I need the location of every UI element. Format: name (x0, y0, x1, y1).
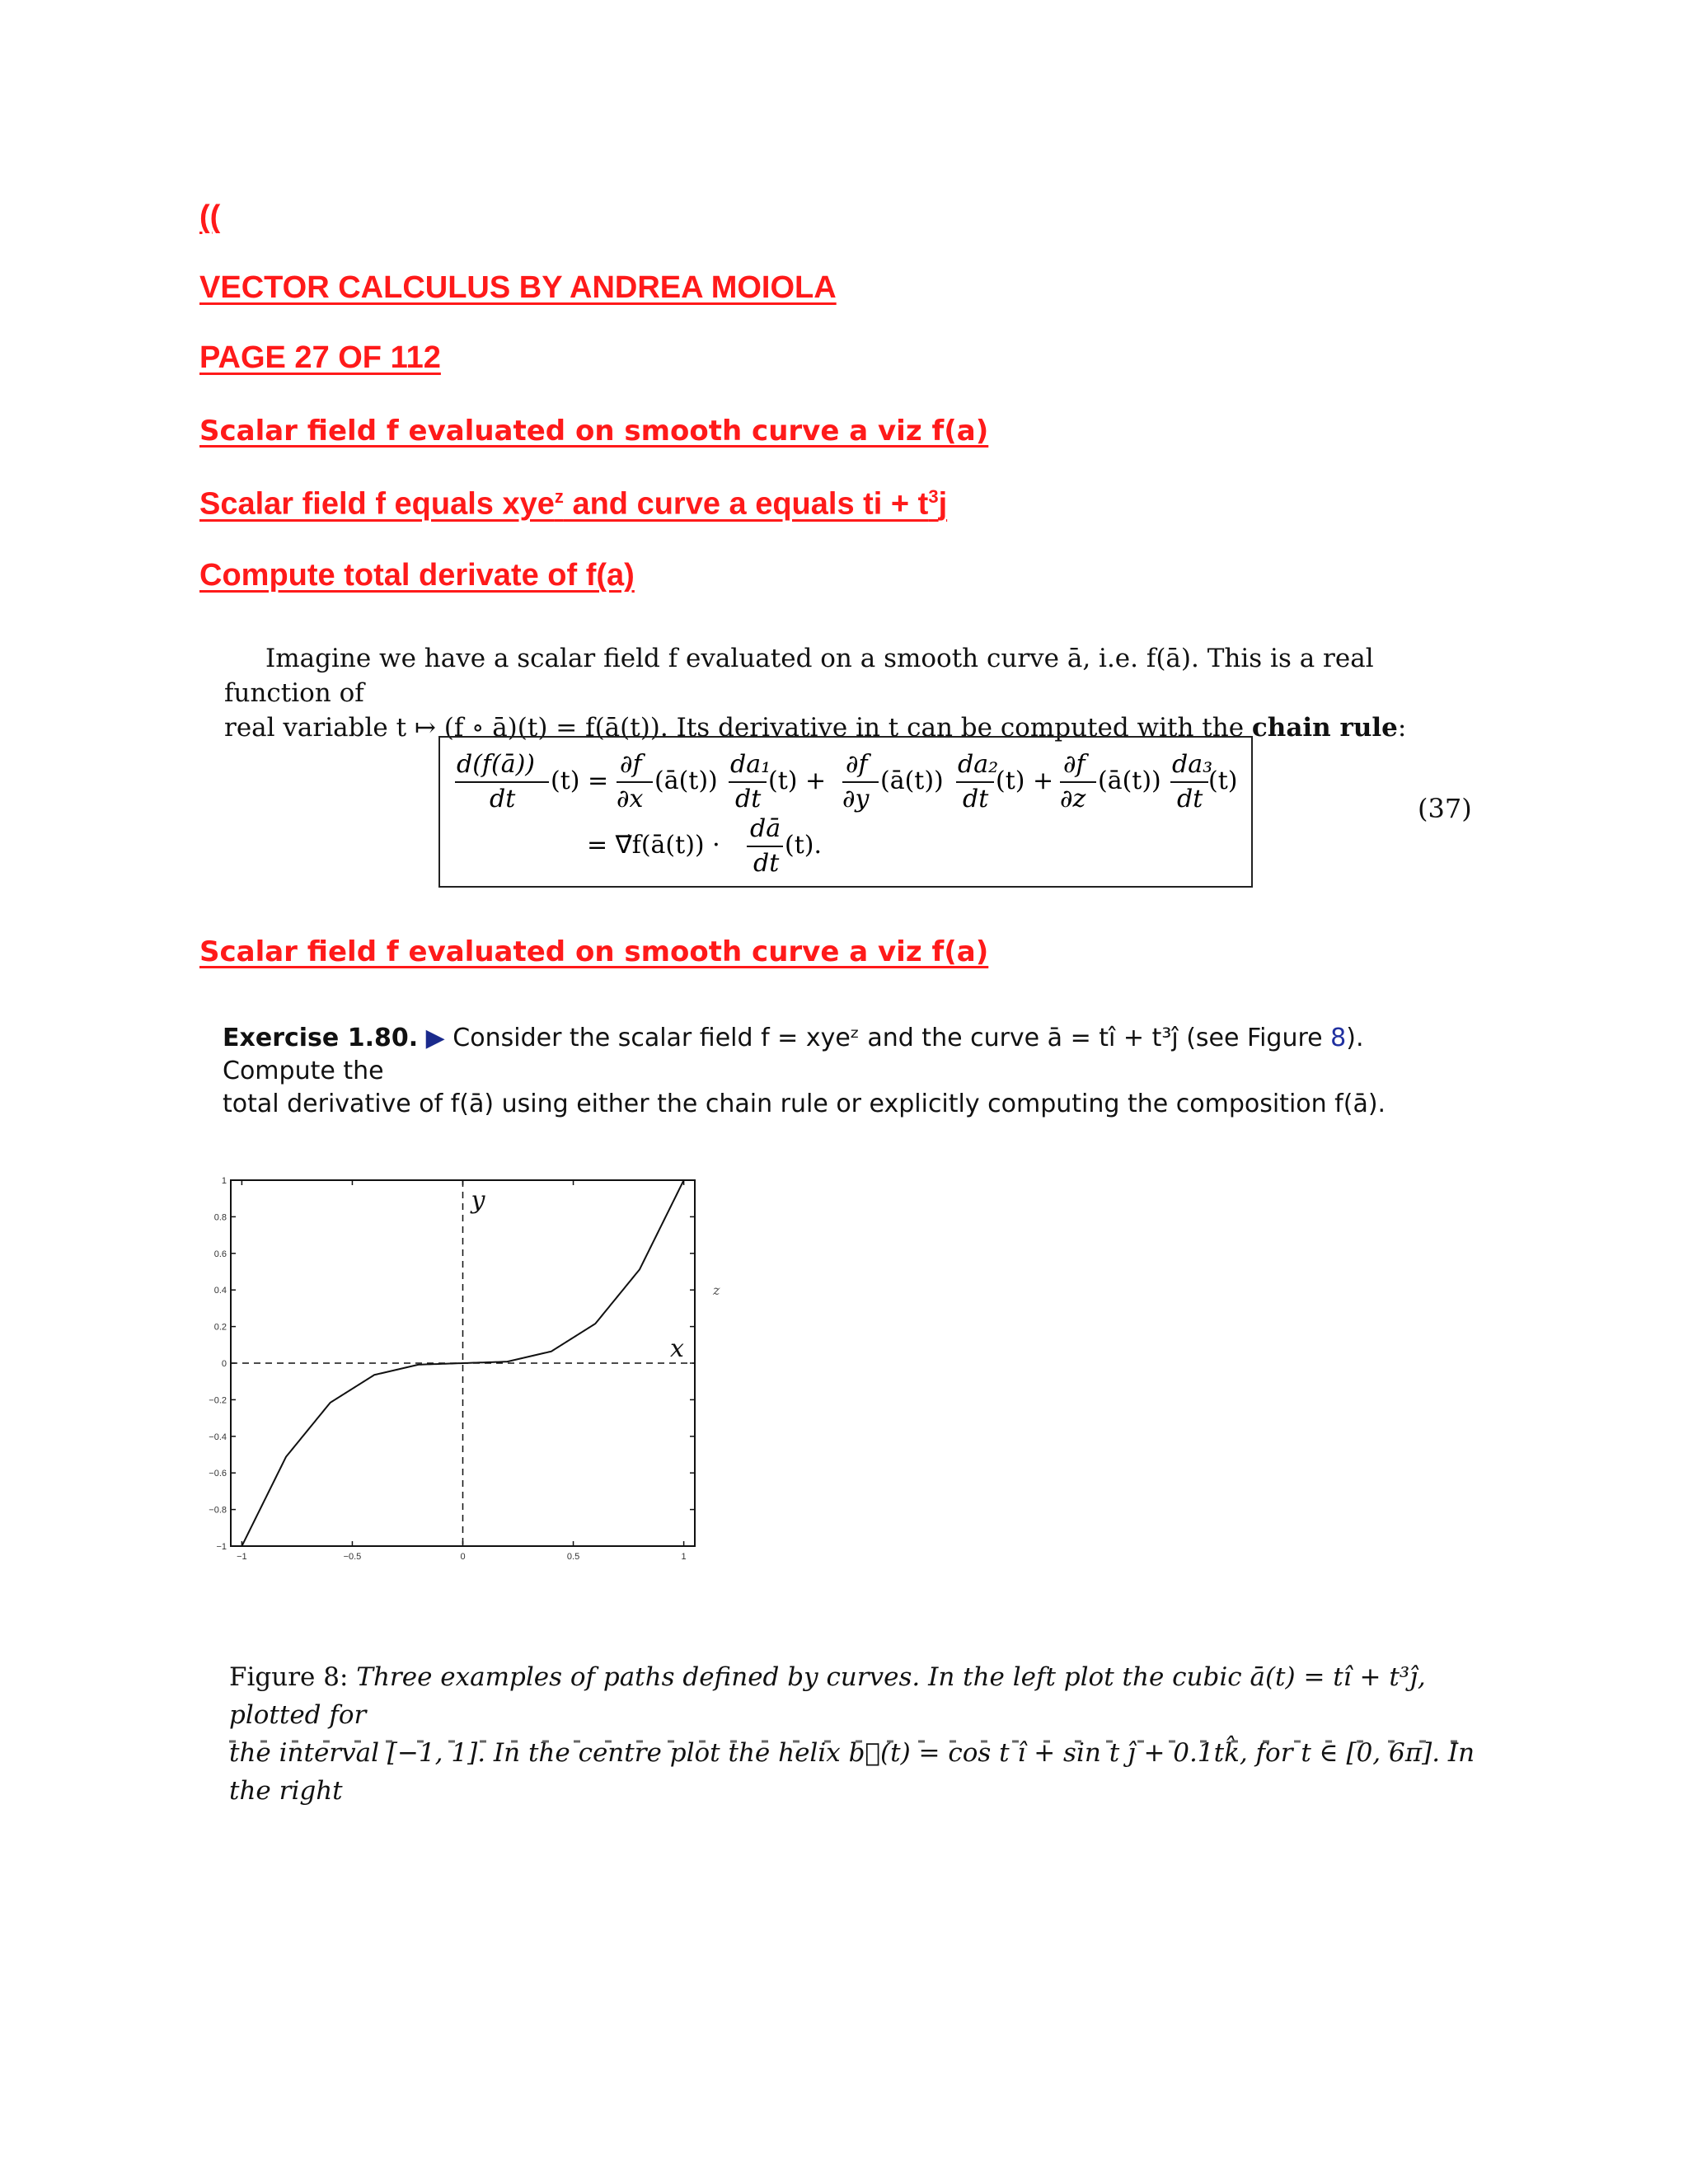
y-tick-label: −0.4 (209, 1432, 227, 1442)
svg-text:da₃: da₃ (1172, 750, 1213, 779)
svg-text:∂f: ∂f (1063, 750, 1085, 779)
svg-text:dt: dt (1177, 785, 1203, 813)
svg-text:dt: dt (490, 785, 516, 813)
svg-text:∂f: ∂f (620, 750, 642, 779)
svg-text:(ā(t)): (ā(t)) (880, 766, 944, 795)
subtitle-field-and-curve: Scalar field f equals xye$^z$ and curve a equals ti + $t^3j$ (199, 486, 948, 522)
svg-text:da₂: da₂ (958, 750, 999, 779)
exercise-1-80: Exercise 1.80. ▶ Consider the scalar field f = xyeᶻ and the curve ā = tî + t³ĵ (see Figure 8). Compute the total derivative of f(ā) using either the chain rule or explicitly computing the composition f(ā). (223, 1024, 1386, 1118)
page-number: PAGE 27 OF 112 (199, 340, 441, 375)
svg-text:∂f: ∂f (846, 750, 868, 779)
svg-text:dt: dt (753, 849, 780, 878)
cubic-curve-plot (198, 1170, 720, 1566)
x-tick-label: 0 (460, 1552, 466, 1562)
y-tick-label: 0 (221, 1359, 227, 1369)
y-tick-label: 1 (221, 1176, 227, 1186)
svg-text:(ā(t)): (ā(t)) (654, 766, 718, 795)
x-tick-label: 0.5 (566, 1552, 580, 1562)
y-tick-label: 0.2 (213, 1322, 227, 1333)
exercise-label: Exercise 1.80. (223, 1024, 419, 1052)
cut-off-caption-line (229, 1732, 1474, 1744)
svg-text:∂z: ∂z (1060, 785, 1086, 813)
svg-text:dt: dt (735, 785, 762, 813)
figure-caption: Figure 8: Three examples of paths defined by curves. In the left plot the cubic ā(t) = tî + t³ĵ, plotted for the interval [−1, 1]. In the centre plot the helix b⃗(t) = cos t î + sin t ĵ + 0.1tk̂, for t ∈ [0, 6π]. In the right (229, 1662, 1475, 1806)
svg-text:dā: dā (750, 814, 781, 843)
svg-text:(ā(t)): (ā(t)) (1098, 766, 1161, 795)
subtitle-compute: Compute total derivate of f(a) (199, 558, 635, 593)
svg-text:(t) =: (t) = (551, 766, 609, 795)
y-tick-label: 0.4 (213, 1286, 227, 1296)
svg-text:(t): (t) (1208, 766, 1238, 795)
equation-number: (37) (1418, 793, 1472, 824)
svg-text:= ∇⃗f(ā(t)) ·: = ∇⃗f(ā(t)) · (587, 831, 720, 860)
document-title: VECTOR CALCULUS BY ANDREA MOIOLA (199, 270, 837, 305)
intro-paragraph: Imagine we have a scalar field f evaluated on a smooth curve ā, i.e. f(ā). This is a real function of real variable t ↦ (f ∘ ā)(t) = f(ā(t)). Its derivative in t can be computed with the chain rule: (224, 644, 1407, 743)
chain-rule-equation (438, 736, 1253, 888)
x-tick-label: −0.5 (343, 1552, 362, 1562)
y-tick-label: −0.6 (209, 1469, 227, 1479)
x-axis-label: x (670, 1334, 684, 1363)
x-tick-label: 1 (681, 1552, 687, 1562)
y-tick-label: −0.8 (209, 1505, 227, 1516)
y-tick-label: 0.8 (213, 1212, 227, 1223)
svg-text:∂x: ∂x (617, 785, 644, 813)
x-tick-label: −1 (237, 1552, 247, 1562)
svg-text:d(f(ā)): d(f(ā)) (457, 750, 536, 779)
y-axis-label: y (471, 1186, 485, 1215)
y-tick-label: −0.2 (209, 1395, 227, 1406)
svg-text:da₁: da₁ (730, 750, 771, 779)
y-tick-label: −1 (216, 1542, 227, 1552)
svg-text:(t).: (t). (785, 831, 822, 860)
svg-text:(t) +: (t) + (768, 766, 827, 795)
svg-text:∂y: ∂y (842, 785, 870, 813)
svg-text:dt: dt (963, 785, 989, 813)
page-marker: (( (199, 199, 221, 234)
repeat-heading: Scalar field f evaluated on smooth curve a viz f(a) (199, 935, 989, 968)
subtitle-scalar-field: Scalar field f evaluated on smooth curve a viz f(a) (199, 415, 989, 448)
figure-ref-link[interactable]: 8 (1330, 1024, 1347, 1052)
play-arrow-icon: ▶ (425, 1024, 445, 1052)
z-axis-label: z (713, 1282, 720, 1299)
y-tick-label: 0.6 (213, 1249, 227, 1259)
svg-text:(t) +: (t) + (996, 766, 1054, 795)
